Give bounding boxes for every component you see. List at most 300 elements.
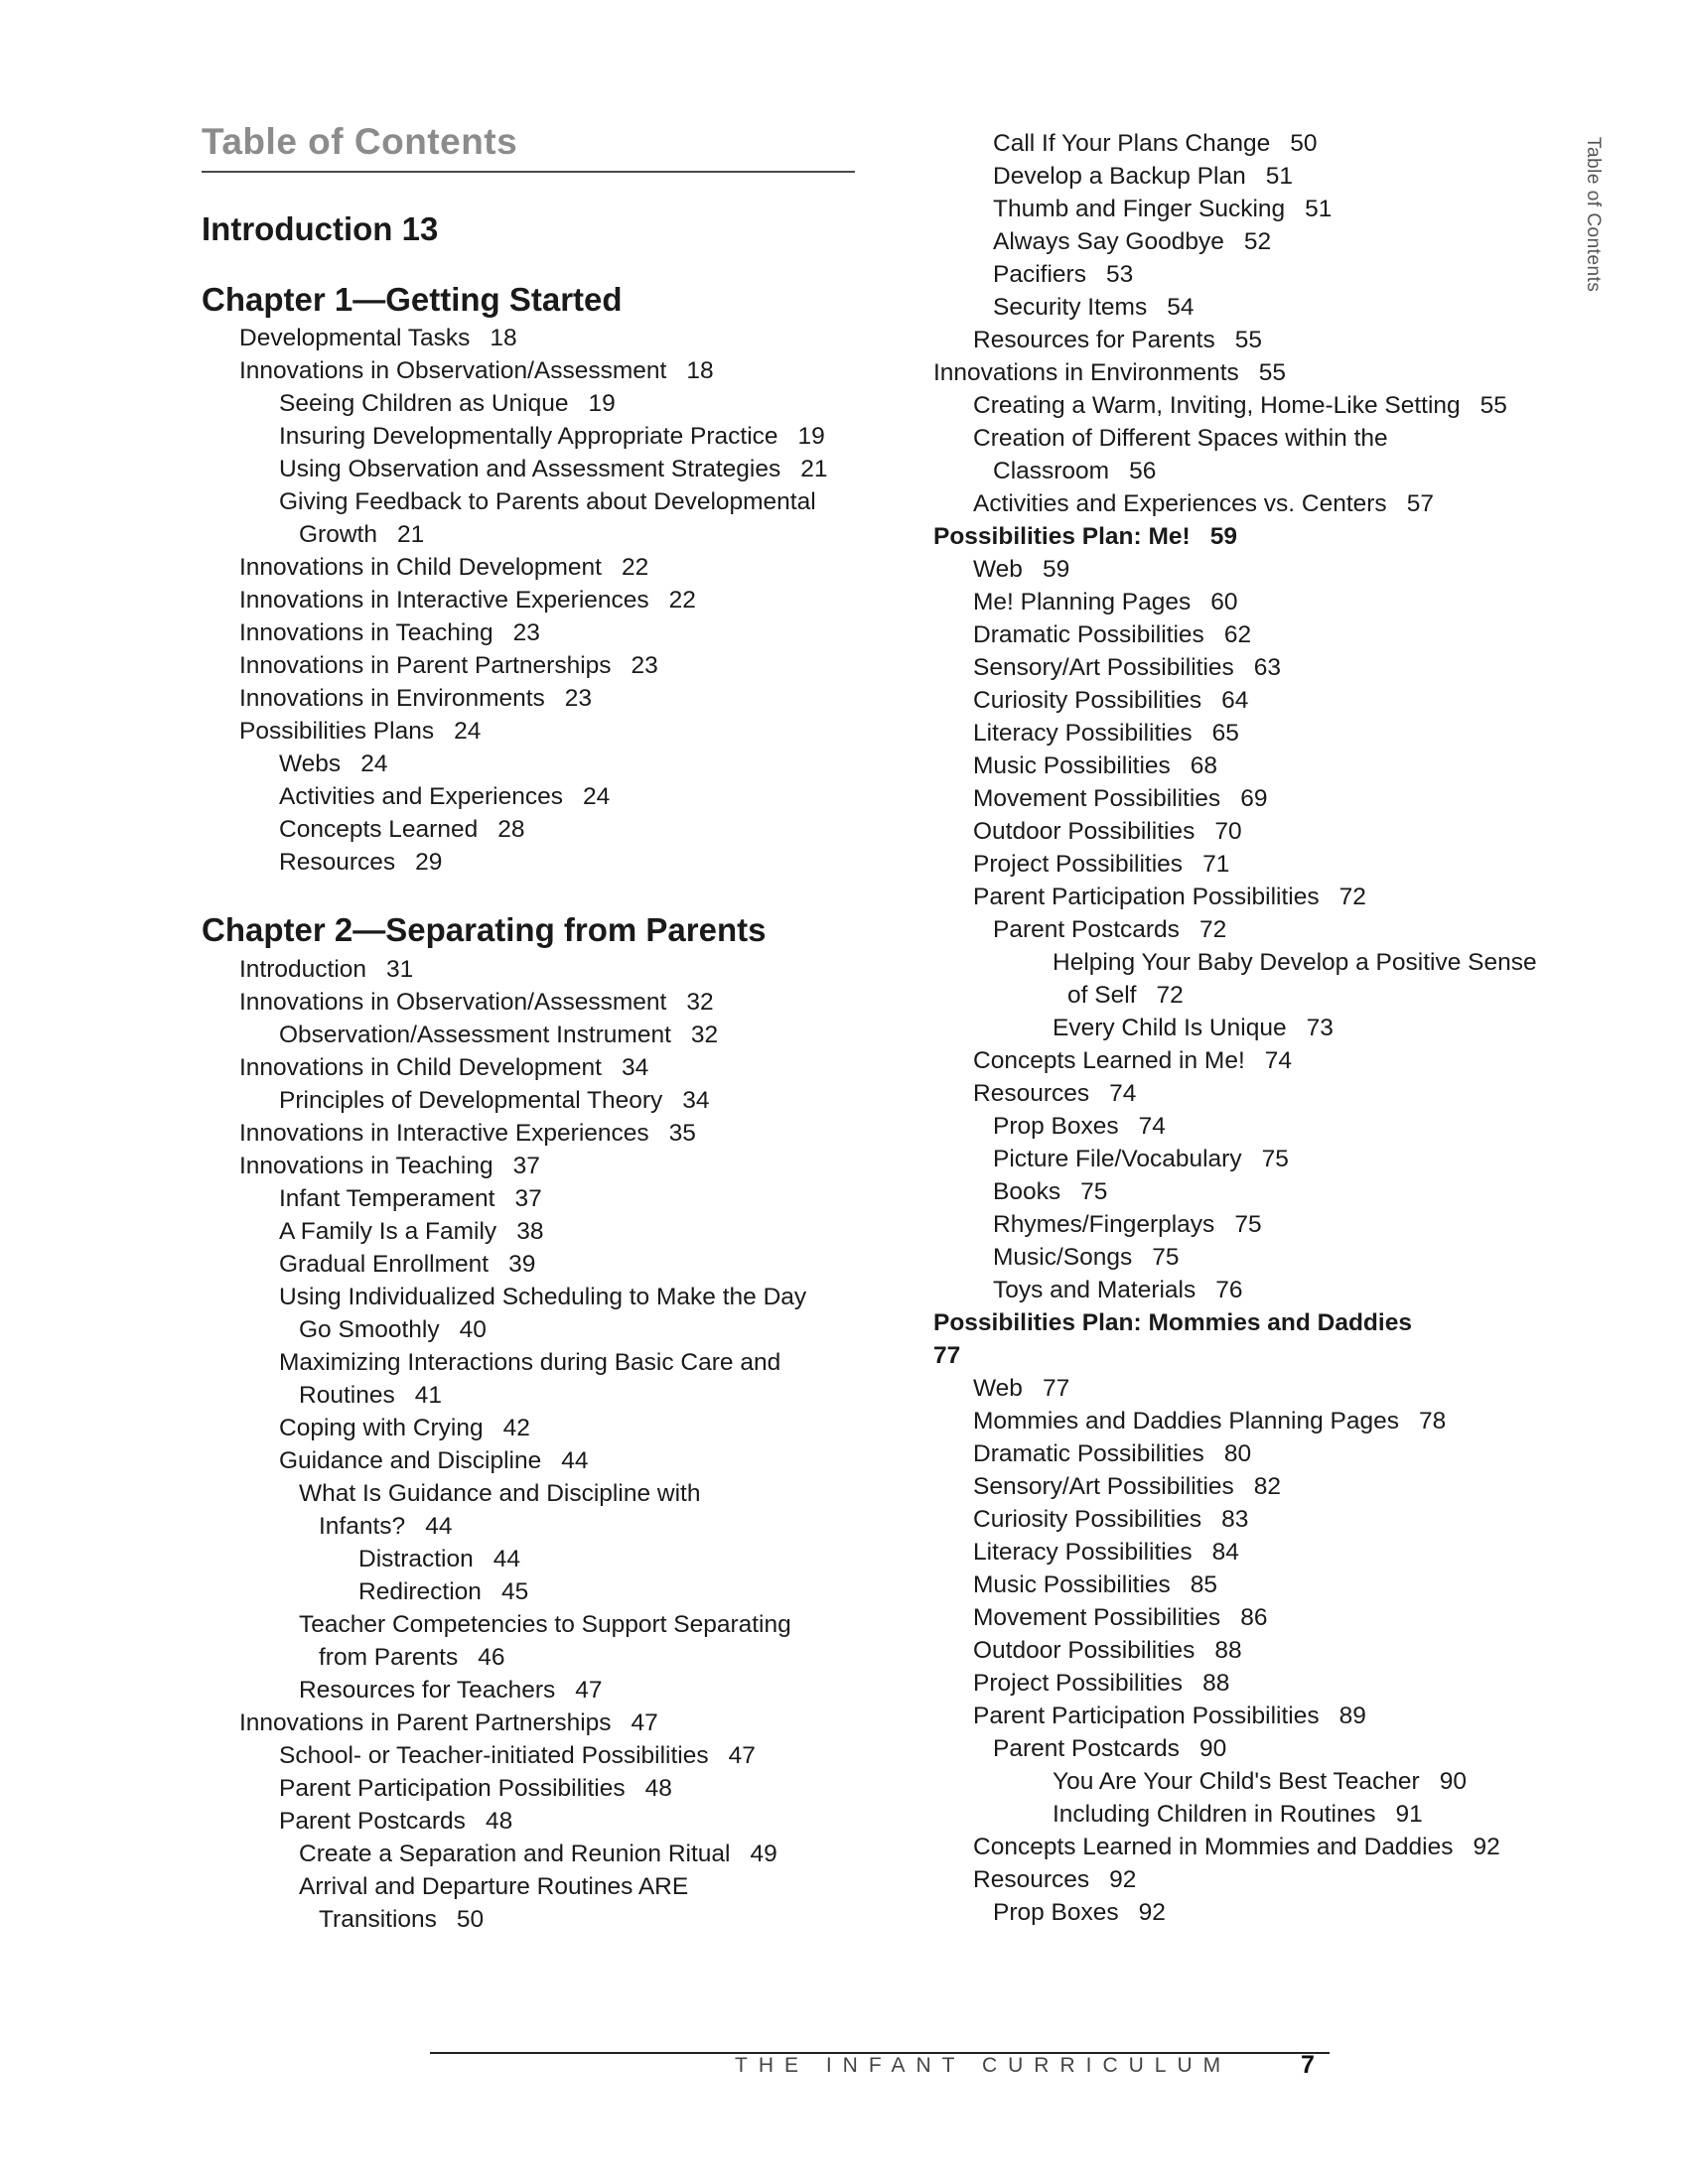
toc-page-number: 53 <box>1105 261 1134 288</box>
toc-entry <box>279 389 616 419</box>
toc-entry <box>973 751 1217 781</box>
toc-entry <box>239 618 540 648</box>
toc-entry-title: Innovations in Interactive Experiences <box>239 1120 649 1147</box>
toc-entry <box>1067 981 1184 1011</box>
toc-page-number: 37 <box>514 1185 542 1212</box>
toc-page-number: 47 <box>575 1677 603 1704</box>
toc-entry <box>279 455 828 484</box>
toc-entry-title: Helping Your Baby Develop a Positive Sense <box>1053 949 1537 976</box>
toc-page-number: 68 <box>1190 752 1218 779</box>
toc-entry-title: Books <box>993 1178 1061 1205</box>
toc-page-number: 55 <box>1479 392 1507 419</box>
toc-entry <box>973 1079 1136 1109</box>
toc-page-number: 76 <box>1215 1277 1243 1303</box>
toc-entry-title: Every Child Is Unique <box>1053 1015 1287 1041</box>
toc-page-number: 92 <box>1138 1899 1166 1926</box>
toc-page-number: 59 <box>1209 523 1237 550</box>
toc-entry <box>299 1381 442 1411</box>
toc-entry <box>973 1407 1446 1436</box>
toc-entry-title: Resources for Parents <box>973 327 1215 353</box>
toc-page-number: 32 <box>686 989 714 1016</box>
toc-entry <box>239 553 648 583</box>
toc-entry <box>239 1708 658 1738</box>
toc-entry <box>973 1374 1069 1404</box>
toc-page-number: 56 <box>1129 458 1157 484</box>
toc-entry-title: Create a Separation and Reunion Ritual <box>299 1841 731 1867</box>
toc-page-number: 47 <box>728 1742 756 1769</box>
toc-entry-title: Using Observation and Assessment Strategies <box>279 456 781 482</box>
toc-entry <box>993 1177 1107 1207</box>
toc-entry <box>993 457 1156 486</box>
toc-entry-title: Activities and Experiences vs. Centers <box>973 490 1387 517</box>
toc-entry-title: Chapter 1—Getting Started <box>202 281 623 318</box>
toc-page-number: 91 <box>1395 1801 1423 1828</box>
toc-entry <box>973 1669 1229 1699</box>
toc-entry-title: Distraction <box>358 1546 474 1572</box>
toc-entry <box>279 1086 710 1116</box>
toc-entry <box>279 1414 530 1443</box>
toc-entry <box>279 1217 543 1247</box>
page-title: Table of Contents <box>202 121 518 162</box>
toc-entry-title: Music Possibilities <box>973 752 1171 779</box>
toc-page-number: 75 <box>1261 1146 1289 1172</box>
toc-page-number: 28 <box>497 816 525 843</box>
toc-page-number: 40 <box>459 1316 487 1343</box>
toc-page-number: 69 <box>1240 785 1268 812</box>
toc-entry <box>358 1577 528 1607</box>
toc-entry-title: Principles of Developmental Theory <box>279 1087 663 1114</box>
toc-entry <box>973 1833 1500 1862</box>
toc-entry <box>973 817 1242 847</box>
toc-page-number: 31 <box>386 956 414 983</box>
toc-entry-title: Parent Postcards <box>993 1735 1180 1762</box>
toc-page-number: 38 <box>516 1218 544 1245</box>
toc-entry <box>973 326 1262 355</box>
toc-entry-title: What Is Guidance and Discipline with <box>299 1480 701 1507</box>
toc-entry-title: Concepts Learned <box>279 816 479 843</box>
toc-entry <box>279 848 442 878</box>
toc-entry <box>993 227 1271 257</box>
toc-page-number: 48 <box>485 1808 513 1835</box>
toc-entry <box>279 422 825 452</box>
toc-page-number: 64 <box>1221 687 1249 714</box>
toc-page-number: 73 <box>1306 1015 1334 1041</box>
toc-entry <box>239 586 696 615</box>
toc-entry <box>933 358 1286 388</box>
toc-page-number: 39 <box>508 1251 536 1278</box>
toc-entry-title: Innovations in Teaching <box>239 619 493 646</box>
toc-page-number: 34 <box>682 1087 710 1114</box>
toc-entry <box>299 1840 777 1869</box>
toc-entry <box>299 1676 603 1706</box>
toc-page-number: 88 <box>1202 1670 1230 1697</box>
toc-page-number: 22 <box>622 554 649 581</box>
toc-entry-title: Innovations in Environments <box>239 685 545 712</box>
toc-entry <box>993 162 1293 192</box>
toc-entry-title: Innovations in Interactive Experiences <box>239 587 649 614</box>
toc-entry <box>973 1505 1248 1535</box>
toc-entry-title: Prop Boxes <box>993 1113 1119 1140</box>
toc-entry-title: A Family Is a Family <box>279 1218 497 1245</box>
toc-entry-title: of Self <box>1067 982 1137 1009</box>
toc-entry-title: School- or Teacher-initiated Possibilities <box>279 1742 709 1769</box>
toc-entry <box>973 391 1507 421</box>
toc-entry <box>299 1315 487 1345</box>
toc-entry <box>993 260 1133 290</box>
toc-entry <box>319 1905 484 1935</box>
toc-page-number: 80 <box>1223 1440 1252 1467</box>
toc-page-number: 34 <box>622 1054 649 1081</box>
toc-page-number: 44 <box>561 1447 589 1474</box>
toc-page-number: 24 <box>454 718 482 745</box>
toc-entry <box>973 1046 1292 1076</box>
toc-entry-title: Project Possibilities <box>973 851 1184 878</box>
toc-entry-title: Including Children in Routines <box>1053 1801 1376 1828</box>
toc-page-number: 85 <box>1190 1571 1218 1598</box>
toc-entry-title: Rhymes/Fingerplays <box>993 1211 1215 1238</box>
toc-entry-title: Picture File/Vocabulary <box>993 1146 1242 1172</box>
toc-page-number: 82 <box>1253 1473 1282 1500</box>
toc-entry <box>279 1741 756 1771</box>
toc-entry-title: Resources <box>973 1080 1090 1107</box>
toc-entry <box>1053 1800 1423 1830</box>
toc-page-number: 19 <box>797 423 825 450</box>
toc-entry-title: Project Possibilities <box>973 1670 1184 1697</box>
toc-entry-title: Curiosity Possibilities <box>973 687 1202 714</box>
toc-page-number: 54 <box>1167 294 1195 321</box>
toc-entry-title: 77 <box>933 1342 961 1369</box>
toc-entry-title: Activities and Experiences <box>279 783 563 810</box>
toc-entry-title: Routines <box>299 1382 395 1409</box>
toc-entry <box>973 1570 1217 1600</box>
toc-page-number: 62 <box>1223 621 1252 648</box>
toc-page-number: 45 <box>500 1578 529 1605</box>
side-tab-label: Table of Contents <box>1583 137 1604 293</box>
toc-entry-title: Music Possibilities <box>973 1571 1171 1598</box>
toc-entry-title: Parent Postcards <box>279 1808 466 1835</box>
toc-entry-title: Parent Participation Possibilities <box>973 884 1320 910</box>
toc-page-number: 88 <box>1214 1637 1242 1664</box>
toc-entry <box>933 1341 960 1371</box>
toc-entry-title: Literacy Possibilities <box>973 720 1193 747</box>
toc-entry <box>993 1243 1180 1273</box>
toc-entry <box>239 717 481 747</box>
toc-entry-title: Movement Possibilities <box>973 785 1221 812</box>
toc-entry-title: Toys and Materials <box>993 1277 1196 1303</box>
toc-entry-title: Always Say Goodbye <box>993 228 1224 255</box>
toc-entry-title: Insuring Developmentally Appropriate Practice <box>279 423 778 450</box>
toc-page-number: 18 <box>490 325 517 351</box>
toc-entry-title: Prop Boxes <box>993 1899 1119 1926</box>
toc-page-number: 74 <box>1109 1080 1137 1107</box>
toc-entry-title: Parent Participation Possibilities <box>973 1703 1320 1729</box>
toc-entry <box>973 620 1251 650</box>
toc-entry <box>239 324 517 353</box>
toc-entry-title: Sensory/Art Possibilities <box>973 1473 1234 1500</box>
toc-entry-title: Gradual Enrollment <box>279 1251 490 1278</box>
toc-entry <box>973 588 1238 617</box>
toc-entry-title: Security Items <box>993 294 1148 321</box>
toc-entry <box>993 1898 1166 1928</box>
toc-entry-title: Possibilities Plan: Mommies and Daddies <box>933 1309 1412 1336</box>
toc-entry-title: Innovations in Parent Partnerships <box>239 652 612 679</box>
toc-entry <box>239 651 658 681</box>
toc-page-number: 22 <box>668 587 696 614</box>
toc-entry <box>279 750 387 779</box>
toc-page-number: 72 <box>1156 982 1184 1009</box>
toc-entry <box>973 719 1239 749</box>
footer-book-title: THE INFANT CURRICULUM <box>735 2054 1232 2077</box>
toc-page-number: 92 <box>1473 1834 1500 1860</box>
toc-page-number: 21 <box>800 456 828 482</box>
toc-entry-title: Literacy Possibilities <box>973 1539 1193 1566</box>
toc-entry <box>1053 1014 1334 1043</box>
toc-page-number: 78 <box>1419 1408 1447 1434</box>
toc-entry <box>279 1250 535 1280</box>
toc-entry-title: Guidance and Discipline <box>279 1447 542 1474</box>
toc-chapter-heading <box>202 210 438 248</box>
toc-page-number: 32 <box>690 1022 719 1048</box>
toc-entry-title: Maximizing Interactions during Basic Care and <box>279 1349 781 1376</box>
toc-entry-title: Mommies and Daddies Planning Pages <box>973 1408 1399 1434</box>
toc-page-number: 75 <box>1080 1178 1108 1205</box>
toc-entry <box>279 1774 672 1804</box>
toc-page-number: 44 <box>425 1513 453 1540</box>
toc-page-number: 71 <box>1202 851 1230 878</box>
toc-page-number: 92 <box>1109 1866 1137 1893</box>
toc-page-number: 19 <box>588 390 616 417</box>
toc-entry-title: Classroom <box>993 458 1110 484</box>
toc-entry <box>239 356 714 386</box>
toc-entry <box>299 1872 688 1902</box>
toc-entry-title: Thumb and Finger Sucking <box>993 196 1286 222</box>
toc-page-number: 60 <box>1210 589 1238 615</box>
toc-entry-title: Introduction 13 <box>202 210 439 247</box>
toc-entry <box>239 988 714 1018</box>
toc-entry <box>973 424 1388 454</box>
toc-entry-title: Go Smoothly <box>299 1316 440 1343</box>
toc-entry <box>993 915 1226 945</box>
toc-entry-title: Infants? <box>319 1513 406 1540</box>
toc-page-number: 18 <box>686 357 714 384</box>
toc-entry-title: Possibilities Plan: Me! <box>933 523 1191 550</box>
toc-page-number: 59 <box>1042 556 1070 583</box>
toc-page-number: 24 <box>360 751 388 777</box>
toc-entry-title: Innovations in Child Development <box>239 554 602 581</box>
toc-entry-title: Infant Temperament <box>279 1185 495 1212</box>
toc-entry-title: Transitions <box>319 1906 437 1933</box>
toc-entry <box>933 522 1237 552</box>
toc-entry <box>239 1152 540 1181</box>
toc-entry <box>319 1512 452 1542</box>
toc-entry-title: Sensory/Art Possibilities <box>973 654 1234 681</box>
toc-entry <box>973 850 1229 880</box>
toc-entry <box>279 1348 780 1378</box>
toc-page-number: 50 <box>1290 130 1318 157</box>
toc-entry-title: Teacher Competencies to Support Separating <box>299 1611 791 1638</box>
toc-entry <box>993 1112 1166 1142</box>
toc-page-number: 72 <box>1338 884 1366 910</box>
toc-page-number: 72 <box>1198 916 1227 943</box>
toc-entry-title: Redirection <box>358 1578 482 1605</box>
toc-page-number: 50 <box>456 1906 485 1933</box>
toc-entry <box>279 1446 588 1476</box>
toc-entry <box>279 1283 806 1312</box>
footer-page-number: 7 <box>1301 2051 1315 2079</box>
toc-entry-title: Innovations in Observation/Assessment <box>239 357 667 384</box>
toc-page-number: 46 <box>478 1644 505 1671</box>
toc-page-number: 41 <box>414 1382 442 1409</box>
toc-chapter-heading <box>202 911 766 949</box>
title-rule <box>202 171 855 173</box>
toc-entry <box>279 1184 542 1214</box>
toc-entry-title: Concepts Learned in Mommies and Daddies <box>973 1834 1454 1860</box>
toc-entry <box>279 1807 512 1837</box>
toc-entry <box>973 1865 1136 1895</box>
toc-page-number: 29 <box>415 849 443 876</box>
toc-page-number: 55 <box>1258 359 1287 386</box>
toc-entry <box>973 489 1434 519</box>
toc-page-number: 57 <box>1406 490 1434 517</box>
toc-entry <box>993 1210 1262 1240</box>
toc-entry <box>973 883 1366 912</box>
toc-entry <box>299 1610 791 1640</box>
toc-entry-title: Dramatic Possibilities <box>973 1440 1204 1467</box>
toc-entry <box>299 1479 700 1509</box>
toc-entry <box>973 784 1267 814</box>
toc-entry-title: Me! Planning Pages <box>973 589 1192 615</box>
toc-page-number: 63 <box>1253 654 1282 681</box>
toc-page-number: 55 <box>1234 327 1263 353</box>
toc-page-number: 23 <box>512 619 540 646</box>
toc-entry <box>973 1702 1366 1731</box>
toc-page-number: 47 <box>631 1709 658 1736</box>
toc-entry-title: Parent Participation Possibilities <box>279 1775 626 1802</box>
toc-entry-title: Seeing Children as Unique <box>279 390 569 417</box>
toc-entry <box>1053 1767 1467 1797</box>
toc-entry-title: Resources <box>973 1866 1090 1893</box>
toc-entry-title: Giving Feedback to Parents about Developmental <box>279 488 816 515</box>
toc-page-number: 86 <box>1240 1604 1268 1631</box>
toc-entry <box>1053 948 1537 978</box>
toc-page-number: 35 <box>668 1120 696 1147</box>
toc-entry-title: Webs <box>279 751 342 777</box>
toc-page-number: 74 <box>1264 1047 1293 1074</box>
toc-entry <box>239 1053 648 1083</box>
toc-page-number: 44 <box>492 1546 520 1572</box>
toc-entry <box>973 1472 1281 1502</box>
toc-entry-title: Curiosity Possibilities <box>973 1506 1202 1533</box>
toc-entry-title: Introduction <box>239 956 367 983</box>
toc-entry-title: Call If Your Plans Change <box>993 130 1271 157</box>
toc-entry <box>993 129 1317 159</box>
toc-entry <box>239 684 592 714</box>
toc-entry <box>279 782 610 812</box>
toc-page-number: 77 <box>1042 1375 1070 1402</box>
toc-entry-title: Using Individualized Scheduling to Make the Day <box>279 1284 807 1310</box>
toc-entry-title: Innovations in Parent Partnerships <box>239 1709 612 1736</box>
toc-page-number: 49 <box>750 1841 777 1867</box>
toc-entry-title: Develop a Backup Plan <box>993 163 1246 190</box>
toc-page-number: 90 <box>1439 1768 1467 1795</box>
toc-page-number: 42 <box>502 1415 530 1441</box>
toc-entry <box>973 1439 1251 1469</box>
toc-entry-title: Chapter 2—Separating from Parents <box>202 911 767 948</box>
toc-chapter-heading <box>202 281 623 319</box>
toc-entry <box>279 1021 718 1050</box>
toc-entry-title: Developmental Tasks <box>239 325 471 351</box>
toc-page-number: 90 <box>1198 1735 1227 1762</box>
toc-entry-title: Music/Songs <box>993 1244 1133 1271</box>
toc-entry <box>993 293 1194 323</box>
toc-entry-title: Concepts Learned in Me! <box>973 1047 1245 1074</box>
toc-page-number: 65 <box>1211 720 1239 747</box>
toc-entry <box>993 195 1332 224</box>
toc-entry-title: Parent Postcards <box>993 916 1180 943</box>
toc-entry-title: Resources for Teachers <box>299 1677 556 1704</box>
toc-entry <box>973 686 1248 716</box>
toc-entry-title: Creation of Different Spaces within the <box>973 425 1388 452</box>
toc-entry-title: Innovations in Environments <box>933 359 1239 386</box>
toc-entry-title: Innovations in Teaching <box>239 1153 493 1179</box>
toc-entry-title: Innovations in Observation/Assessment <box>239 989 667 1016</box>
toc-entry-title: Pacifiers <box>993 261 1086 288</box>
toc-entry-title: Growth <box>299 521 377 548</box>
toc-entry <box>973 653 1281 683</box>
toc-page-number: 51 <box>1265 163 1293 190</box>
toc-entry <box>993 1145 1289 1174</box>
toc-entry-title: Coping with Crying <box>279 1415 484 1441</box>
toc-entry <box>358 1545 520 1574</box>
toc-entry <box>239 955 413 985</box>
toc-page-number: 52 <box>1243 228 1272 255</box>
toc-page-number: 83 <box>1221 1506 1249 1533</box>
toc-entry-title: Web <box>973 556 1023 583</box>
toc-entry-title: Dramatic Possibilities <box>973 621 1204 648</box>
toc-entry-title: Outdoor Possibilities <box>973 818 1196 845</box>
toc-entry <box>933 1308 1412 1338</box>
toc-entry-title: from Parents <box>319 1644 459 1671</box>
toc-entry <box>319 1643 505 1673</box>
toc-page-number: 21 <box>396 521 425 548</box>
toc-entry-title: Web <box>973 1375 1023 1402</box>
toc-entry-title: Possibilities Plans <box>239 718 435 745</box>
toc-entry-title: Creating a Warm, Inviting, Home-Like Setting <box>973 392 1461 419</box>
toc-entry-title: You Are Your Child's Best Teacher <box>1053 1768 1420 1795</box>
toc-entry <box>239 1119 696 1149</box>
toc-entry-title: Arrival and Departure Routines ARE <box>299 1873 689 1900</box>
toc-entry-title: Innovations in Child Development <box>239 1054 602 1081</box>
toc-entry <box>973 1636 1242 1666</box>
toc-entry <box>279 487 816 517</box>
toc-page-number: 89 <box>1338 1703 1366 1729</box>
toc-page-number: 75 <box>1152 1244 1180 1271</box>
toc-entry <box>973 1603 1267 1633</box>
toc-page-number: 48 <box>644 1775 672 1802</box>
toc-entry <box>993 1276 1243 1305</box>
toc-entry <box>993 1734 1226 1764</box>
toc-entry-title: Observation/Assessment Instrument <box>279 1022 671 1048</box>
toc-page-number: 23 <box>631 652 658 679</box>
toc-entry <box>299 520 424 550</box>
toc-page-number: 24 <box>582 783 611 810</box>
toc-entry <box>279 815 525 845</box>
toc-page-number: 75 <box>1234 1211 1262 1238</box>
toc-entry-title: Resources <box>279 849 396 876</box>
toc-page-number: 74 <box>1138 1113 1166 1140</box>
toc-page-number: 84 <box>1211 1539 1239 1566</box>
toc-entry <box>973 555 1069 585</box>
